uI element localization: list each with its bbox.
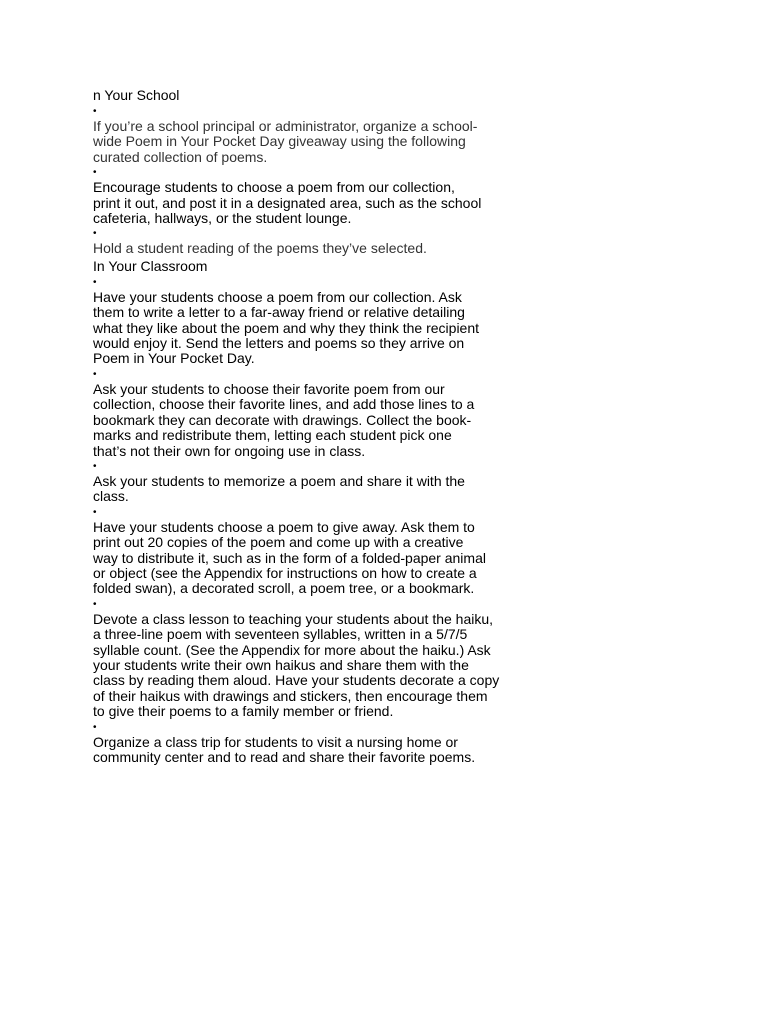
list-item-text: Have your students choose a poem from our collection. Ask them to write a letter to a far-away friend or relative detailing what they like about the poem and why they think the recipient would enjoy it. Send the letters and poems so they arrive on Poem in Your Pocket Day. [93, 288, 480, 367]
list-item [93, 459, 523, 505]
document-page [93, 86, 523, 765]
list-item-text: Have your students choose a poem to give away. Ask them to print out 20 copies of the poem and come up with a creative way to distribute it, such as in the form of a folded-paper animal or object (see the Appendix for instructions on how to create a folded swan), a decorated scroll, a poem tree, or a bookmark. [93, 518, 486, 597]
list-item-text: Ask your students to choose their favorite poem from our collection, choose their favorite lines, and add those lines to a bookmark they can decorate with drawings. Collect the book- marks and redistribute them, letting each student pick one that’s not their own for ongoing use in class. [93, 380, 475, 459]
bullet-marker: • [93, 276, 97, 288]
list-item-text: If you’re a school principal or administrator, organize a school- wide Poem in Your Pocket Day giveaway using the following curated collection of poems. [93, 118, 478, 165]
list-item [93, 505, 523, 597]
list-item-text: Organize a class trip for students to visit a nursing home or community center and to read and share their favorite poems. [93, 733, 476, 765]
list-item [93, 720, 523, 766]
section-heading: In Your Classroom [93, 257, 208, 274]
list-item [93, 165, 523, 226]
list-item [93, 275, 523, 367]
list-item [93, 367, 523, 459]
section-in-your-school [93, 86, 523, 257]
bullet-marker: • [93, 368, 97, 380]
list-item-text: Ask your students to memorize a poem and share it with the class. [93, 472, 465, 505]
list-item [93, 597, 523, 720]
bullet-marker: • [93, 228, 97, 240]
bullet-marker: • [93, 721, 97, 733]
section-heading: n Your School [93, 87, 180, 103]
section-in-your-classroom [93, 257, 523, 766]
bullet-marker: • [93, 506, 97, 518]
bullet-marker: • [93, 460, 97, 472]
list-item-text: Encourage students to choose a poem from our collection, print it out, and post it in a designated area, such as the school cafeteria, hallways, or the student lounge. [93, 179, 482, 227]
list-item [93, 104, 523, 165]
bullet-marker: • [93, 167, 97, 179]
list-item-text: Devote a class lesson to teaching your students about the haiku, a three-line poem with seventeen syllables, written in a 5/7/5 syllable count. (See the Appendix for more about the haiku.) Ask your students write their own haikus and share them with the class by reading them aloud. Have your students decorate a copy of their haikus with drawings and stickers, then encourage them to give their poems to a family member or friend. [93, 610, 500, 720]
list-item [93, 226, 523, 256]
bullet-marker: • [93, 598, 97, 610]
list-item-text: Hold a student reading of the poems they’ve selected. [93, 240, 427, 257]
bullet-marker: • [93, 106, 97, 117]
